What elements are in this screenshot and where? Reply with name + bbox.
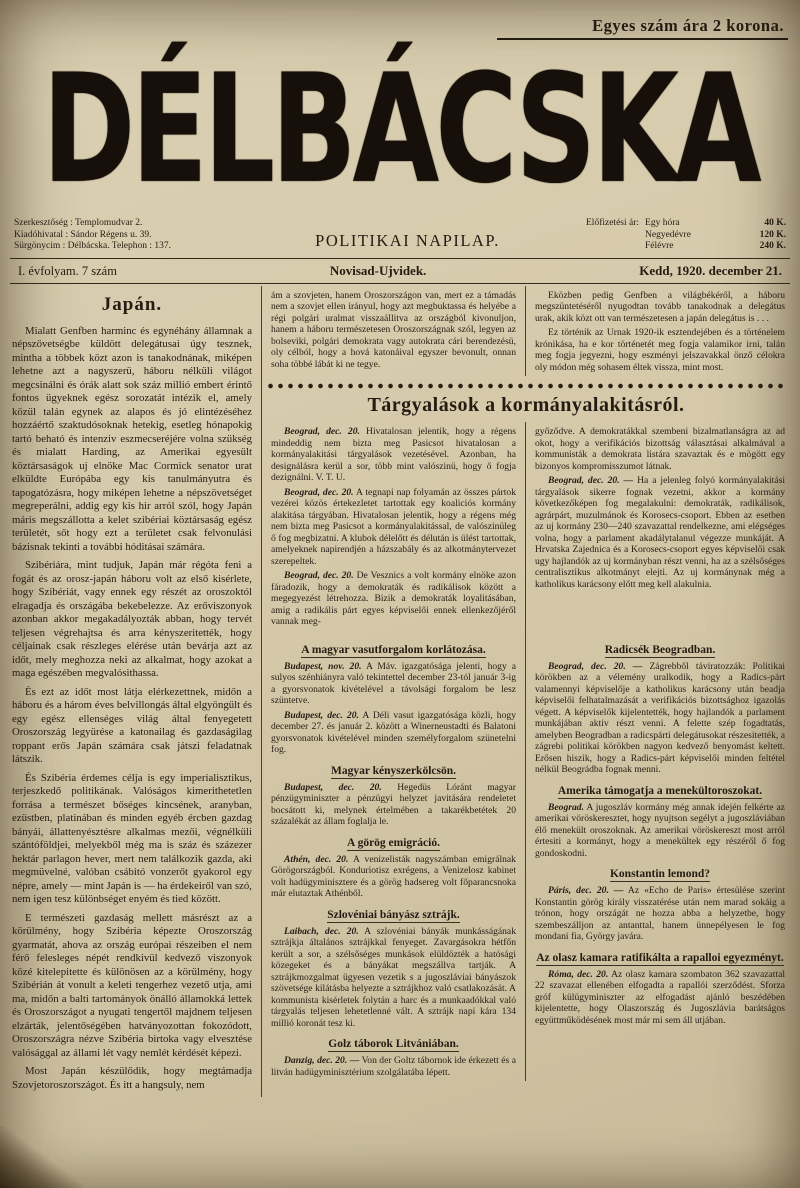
paragraph: Szibériára, mint tudjuk, Japán már régóta feni a fogát és az orosz-japán háboru volt az első kisérlete, hogy Szibériát, vagy ennek egy részét az oroszoktól elragadja és országába bekebelezze. Az erőviszonyok azonban akkor megakadályozták abban, hogy tervét teljesen végrehajtsa és arra kényszeritették, hogy céljainak csak részleges elérése után bevárja azt az időt, mely meghozza neki az alkalmat, hogy azokat a maga egészében megvalósithassa. — [12, 559, 252, 679]
paragraph: És ezt az időt most látja elérkezettnek, midőn a háboru és a három éves belvillongás által elgyöngült és egy egész ellenséges világ által fenyegetett Oroszország legyürése a katonailag és gazdaságilag roppant erős Japán számára csak játszi feladatnak látszik. — [12, 685, 252, 765]
dateline: Budapest, dec. 20. — [284, 781, 382, 793]
paragraph-text: Hivatalosan jelentik, hogy a régens mindeddig nem bizta meg Pasicsot hivatalosan a kormányalakitási tárgyalások vezetésével. Azonban, ha designálásra kerül a sor, több mint valószinü, hogy ő fogja dezignálni. V. T. U. — [271, 426, 516, 483]
paragraph-text: A venizelisták nagyszámban emigrálnak Görögországból. Konduriotisz exrégens, a Venizelosz kabinet volt hadügyminisztere és a görög hadsereg volt főparancsnoka már elutaztak Athénből. — [271, 853, 516, 899]
article-title-text: Magyar kényszerkölcsön. — [330, 764, 456, 777]
dateline: Beograd, dec. 20. — [284, 486, 354, 498]
paragraph-text: A Déli vasut igazgatósága közli, hogy december 27. és január 2. között a Winerneustadti és Balatoni gyorsvonatok kivételével minden személyforgalom szünetelni fog. — [271, 709, 516, 755]
targyalasok-column-1 — [262, 422, 526, 631]
paragraph: És Szibéria érdemes célja is egy imperialisztikus, terjeszkedő politikának. Valóságos kimerithetetlen forrása a természet bőséges kincsének, aranyban, ezüstben, platinában és minden egyéb ércben gazdag bányái, állattenyésztésre alkalmas mezői, végnélküli szántóföldjei, melyekből még ma is száz és százezer hektár parlagon hever, mert nem találkozik gazda, aki megmüvelné, valóban csábitó vonzerőt gyakorol egy népre, amely — mint Japán is — ha érdekeiről van szó, nem igen tesz különbséget enyém és tied között. — [12, 771, 252, 905]
city-name: Novisad-Ujvidek. — [329, 262, 427, 278]
paragraph — [271, 710, 516, 756]
genf-commentary-column — [526, 286, 790, 377]
article-title — [271, 1037, 516, 1051]
article-title-text: Golz táborok Litvániában. — [328, 1038, 459, 1050]
article-title — [271, 643, 516, 657]
office-address-block — [14, 218, 229, 253]
bottom-segment — [262, 631, 790, 1082]
paragraph-text: győződve. A demokratákkal szembeni bizalmatlanságra az ad okot, hogy a verifikációs bizottság választásai alkalmával a kommunisták a demokrata listára szavaztak és e mögött egy bizonyos kompromisszumot látnak. — [535, 426, 785, 472]
volume-number: I. évfolyam. 7 szám — [18, 263, 117, 278]
dateline: Beograd, dec. 20. — [284, 426, 360, 437]
paragraph — [271, 854, 516, 900]
subscription-rates — [586, 218, 786, 253]
dateline-bar — [10, 258, 790, 284]
paragraph — [535, 475, 785, 590]
section-title: Tárgyalások a kormányalakitásról. — [367, 394, 685, 416]
paragraph — [535, 661, 785, 776]
article-title-text: Radicsék Beogradban. — [604, 643, 716, 656]
dateline: Beograd. — [548, 801, 584, 813]
article-title — [271, 836, 516, 850]
dateline: Páris, dec. 20. — — [548, 885, 624, 896]
article-title-text: A magyar vasutforgalom korlátozása. — [301, 643, 486, 656]
office-line-editorial: Szerkesztőség : Templomudvar 2. — [14, 218, 143, 228]
paragraph-text: Ha a jelenleg folyó kormányalakitási tárgyalások sikerre fognak vezetni, akkor a kormány következőképen fog megalakulni: demokraták, radikálisok, agrárpárt, muzulmánok és Korosecs-csoport. Ebben az esetben az uj kormány 230—240 szavazattal rendelkezne, ami elégséges volna, hogy a parlament akadálytalanul végezze munkáját. A Hrvatska Zajednica és a Korosecs-csoport egyes képviselői csak ugy hajlandók az uj kormányban részt venni, ha az a szélsőséges centralisztikus alkotmányt elejti. Az uj kormánynak még a katholikus karácsony előtt meg kell alakulnia. — [535, 475, 785, 590]
paragraph: E természeti gazdaság mellett másrészt az a körülmény, hogy Szibéria képezte Oroszország gyarmatát, ahova az ország európai részeiben el nem férő felesleges népét rendkivül kedvező viszonyok közé kitelepitette és különösen az a körülmény, hogy Szibérián át vonult a keleti tengerhez vezető utja, ami ma, midőn a balti tartományok önálló államokká lettek és Oroszországot a nyugati tengertől majdnem teljesen elzárták, jelentőségében hatványozottan fokozódott, Oroszországra nézve Szibéria birtoka vagy elvesztése valósággal az állami lét vagy nemlét kérdését képezi. — [12, 911, 252, 1059]
issue-date: Kedd, 1920. december 21. — [639, 262, 782, 278]
dateline: Budapest, nov. 20. — [284, 660, 362, 672]
paragraph — [271, 782, 516, 828]
targyalasok-column-2 — [526, 422, 790, 631]
japan-continuation-column — [262, 286, 526, 377]
price-text: Egyes szám ára 2 korona. — [497, 16, 788, 40]
subscription-price: 240 K. — [759, 241, 786, 251]
paragraph — [271, 570, 516, 628]
paragraph — [535, 969, 785, 1027]
masthead-info-row — [10, 218, 790, 253]
article-japan — [10, 286, 262, 1098]
article-title — [271, 908, 516, 922]
paragraph: Eközben pedig Genfben a világbékéről, a háboru megszüntetéséről nyugodtan tovább tanakodnak a delegátus urak, akik közt ott van természetesen a japán delegátus is . . . — [535, 289, 785, 324]
paragraph — [271, 926, 516, 1030]
paragraph-text: A Máv. igazgatósága jelenti, hogy a sulyos szénhiányra való tekintettel december 23-tól január 3-ig a gyorsvonatok kivételével a távolsági forgalom be lesz szüntetve. — [271, 660, 516, 706]
article-title-text: Konstantin lemond? — [609, 868, 710, 880]
paragraph — [271, 661, 516, 707]
paragraph-text: Von der Goltz tábornok ide érkezett és a litván hadügyminisztérium szolgálatába lépett. — [271, 1055, 516, 1078]
office-line-telegraph: Sürgönycim : Délbácska. Telephon : 137. — [14, 241, 172, 251]
dateline: Danzig, dec. 20. — — [284, 1055, 360, 1066]
subscription-term: Egy hóra — [645, 218, 680, 228]
dateline: Athén, dec. 20. — [284, 853, 349, 865]
paragraph — [535, 885, 785, 943]
dateline: Róma, dec. 20. — [548, 968, 609, 980]
article-title — [271, 764, 516, 778]
paragraph: ám a szovjeten, hanem Oroszországon van, mert ez a támadás nem a szovjet ellen irányul, hogy azt megbuktassa és helyébe a régi polgári uralmat visszaállitva az országból kivonuljon, hanem a háboru természetesen Oroszországnak szól, legyen az bolseviki, polgári demokrata vagy autokrata cári berendezésü, oly célból, hogy a hová katonáival egyszer bevonult, onnan soha többé lábát ki ne tegye. — [271, 289, 516, 370]
article-title-text: Az olasz kamara ratifikálta a rapalloi egyezményt. — [536, 951, 784, 964]
dateline: Laibach, dec. 20. — [284, 925, 359, 937]
paragraph — [271, 1055, 516, 1078]
page-body — [10, 286, 790, 1098]
middle-news-column — [262, 631, 526, 1082]
paragraph-text: A szlovéniai bányák munkásságának sztrájkja általános sztrájkkal fenyeget. Zavargásokra hétfőn került a sor, a szélsőséges munkások elüldözték a hatósági közegeket és a bányákat megszállva tartják. A sztrájkmozgalmat ügyesen vezetik s a jugoszláviai bányászok szövetsége kilátásba helyezte a sztrájkhoz való csatlakozását. A kommunista kisérletek folytán a harc és a munkaadókkal való tárgyalás teljesen lehetetlenné vált. A sztrájk napi kára 134 millió koronát tesz ki. — [271, 925, 516, 1029]
paper-subtitle: POLITIKAI NAPILAP. — [315, 230, 500, 250]
paragraph-text: A jugoszláv kormány még annak idején felkérte az amerikai vöröskeresztet, hogy nyujtson segélyt a jugoszláviában élő menekült oroszoknak. Az amerikai vöröskereszt most arról értesiti a kormányt, hogy a menekültek egy részéről ő fog gondoskodni. — [535, 801, 785, 859]
paragraph — [535, 802, 785, 860]
subscription-price: 120 K. — [759, 229, 786, 240]
paragraph: Mialatt Genfben harminc és egynéhány államnak a népszövetségbe küldött delegátusai úgy tesznek, mintha a többek közt azon is tanakodnának, miképen lehetne azt a nagyszerü, háboru nélküli világot megcsinálni és órák alatt sok száz millió embert érintő fontos ügyeknek egész sorozatát intézik el, amely közül talán egynek az alapos és jó elintézéséhez hozzáértő szaktudósoknak hetekig, esetleg hónapokig tartó beható és intenziv eszmecseréjére volna szükség és mialatt Harding, az Amerikai egyesült köztársaságok uj elnöke Mac Cormick senator urat elküldte Európába egy kis tanulmányutra és tapogatózásra, hogy miképen lehetne a népszövetséget megreperálni, addig egy kis hir arról szól, hogy Japán máris megszállotta a kelet szibériai köztársaság egész területét, sőt hogy ezt a területet csak felvonulási bázisnak tekinti a további hóditásai számára. — [12, 324, 252, 553]
subscription-term: Negyedévre — [645, 229, 691, 240]
dateline: Budapest, dec. 20. — [284, 709, 359, 721]
paragraph-text: De Vesznics a volt kormány elnöke azon fáradozik, hogy a demokraták és radikálisok között a megegyezést létrehozza. Bizik a demokraták loyalitásában, amig a radikális párt egyes képviselői ennek ellenkezőjéről vannak meg- — [271, 570, 516, 627]
page-fold-shadow — [0, 1126, 83, 1188]
dateline: Beograd, dec. 20. — [284, 570, 354, 581]
dateline: Beograd, dec. 20. — — [548, 660, 643, 672]
columns-right-area — [262, 286, 790, 1098]
paragraph-text: Az «Echo de Paris» értesülése szerint Konstantin görög király visszatérése után nem marad sokáig a trónon, hogy országát ne hozza abba a helyzetbe, hogy szembeszálljon az antanttal, hanem ünnepélyesen le fog mondani fia, György javára. — [535, 885, 785, 942]
article-title — [535, 951, 785, 965]
article-title — [535, 784, 785, 798]
article-title — [535, 643, 785, 657]
article-title — [535, 867, 785, 881]
subscription-table — [586, 218, 786, 253]
paragraph-text: A tegnapi nap folyamán az összes pártok vezérei közös értekezletet tartottak egy koaliciós kormány alakitása tárgyában. Hivatalosan jelentik, hogy a régens még nem bizta meg Pasicsot a kormányalakitással, de valószinüleg ő fog megbizatni. A klubok délelőtt és délután is ülést tartottak, amelyeknek napirendjén a házszabály és az alkotmánytervezet szerepeltek. — [271, 486, 517, 567]
subscription-spacer — [586, 230, 639, 242]
paragraph-text: Zágrebből táviratozzák: Politikai körökben az a vélemény uralkodik, hogy a Radics-párt valamennyi képviselője a katholikus karácsony után beadja képviselői felhatalmazását a verifikációs bizottsághoz igazolás végett. A képviselők kijelentették, hogy hajlandók a parlament munkájában aktiv részt venni. A felette szép fogadtatás, amelyben Beogradban a radicspárti delegátusokat részesitették, a zágrebi politikai körökben nagyon kedvező benyomást keltett. Erősen hiszik, hogy a Radics-párt képviselői minden feltétel nélkül Beográdba fognak menni. — [535, 660, 785, 775]
office-line-publisher: Kiadóhivatal : Sándor Régens u. 39. — [14, 229, 152, 240]
subscription-term: Félévre — [645, 241, 674, 251]
ornament-dots — [266, 381, 786, 391]
paragraph — [271, 487, 516, 568]
paragraph-text: Az olasz kamara szombaton 362 szavazattal 22 szavazat ellenében elfogadta a rapallói szerződést. Sforza gróf külügyminiszter az elfogadást ajánló beszédében kijelentette, hogy Olaszország és Jugoszlávia barátságos együttműködésének most már mi sem áll utjában. — [535, 968, 786, 1026]
subscription-label: Előfizetési ár: — [586, 218, 640, 228]
paragraph — [271, 426, 516, 484]
paragraph: Ez történik az Urnak 1920-ik esztendejében és a történelem krónikása, ha e kor történetét meg fogja valamikor irni, talán meg fogja jegyezni, hogy eszményi jelszavakkal önző célokra oly módon még sohasem éltek vissza, mint most. — [535, 327, 785, 373]
dateline: Beograd, dec. 20. — — [548, 475, 634, 486]
top-segment — [262, 286, 790, 377]
article-title-text: A görög emigráció. — [347, 836, 440, 849]
price-banner — [10, 16, 790, 36]
paragraph — [535, 426, 785, 472]
masthead-title: DÉLBÁCSKA — [42, 42, 758, 218]
article-title: Japán. — [101, 293, 163, 315]
paragraph: Most Japán készülődik, hogy megtámadja Szovjetoroszországot. És itt a hangsuly, nem — [12, 1065, 252, 1091]
subscription-price: 40 K. — [764, 218, 786, 228]
article-title-text: Amerika támogatja a menekültoroszokat. — [557, 784, 763, 797]
paragraph-text: Hegedüs Lóránt magyar pénzügyminiszter a pénzügyi helyzet javitására rendeletet bocsátott ki, melynek értelmében a takarékbetétek 20 százalékát az állam foglalja le. — [271, 781, 516, 827]
subscription-spacer — [586, 241, 639, 253]
right-news-column — [526, 631, 790, 1082]
article-title-text: Szlovéniai bányász sztrájk. — [327, 908, 460, 921]
targyalasok-columns — [262, 422, 790, 631]
